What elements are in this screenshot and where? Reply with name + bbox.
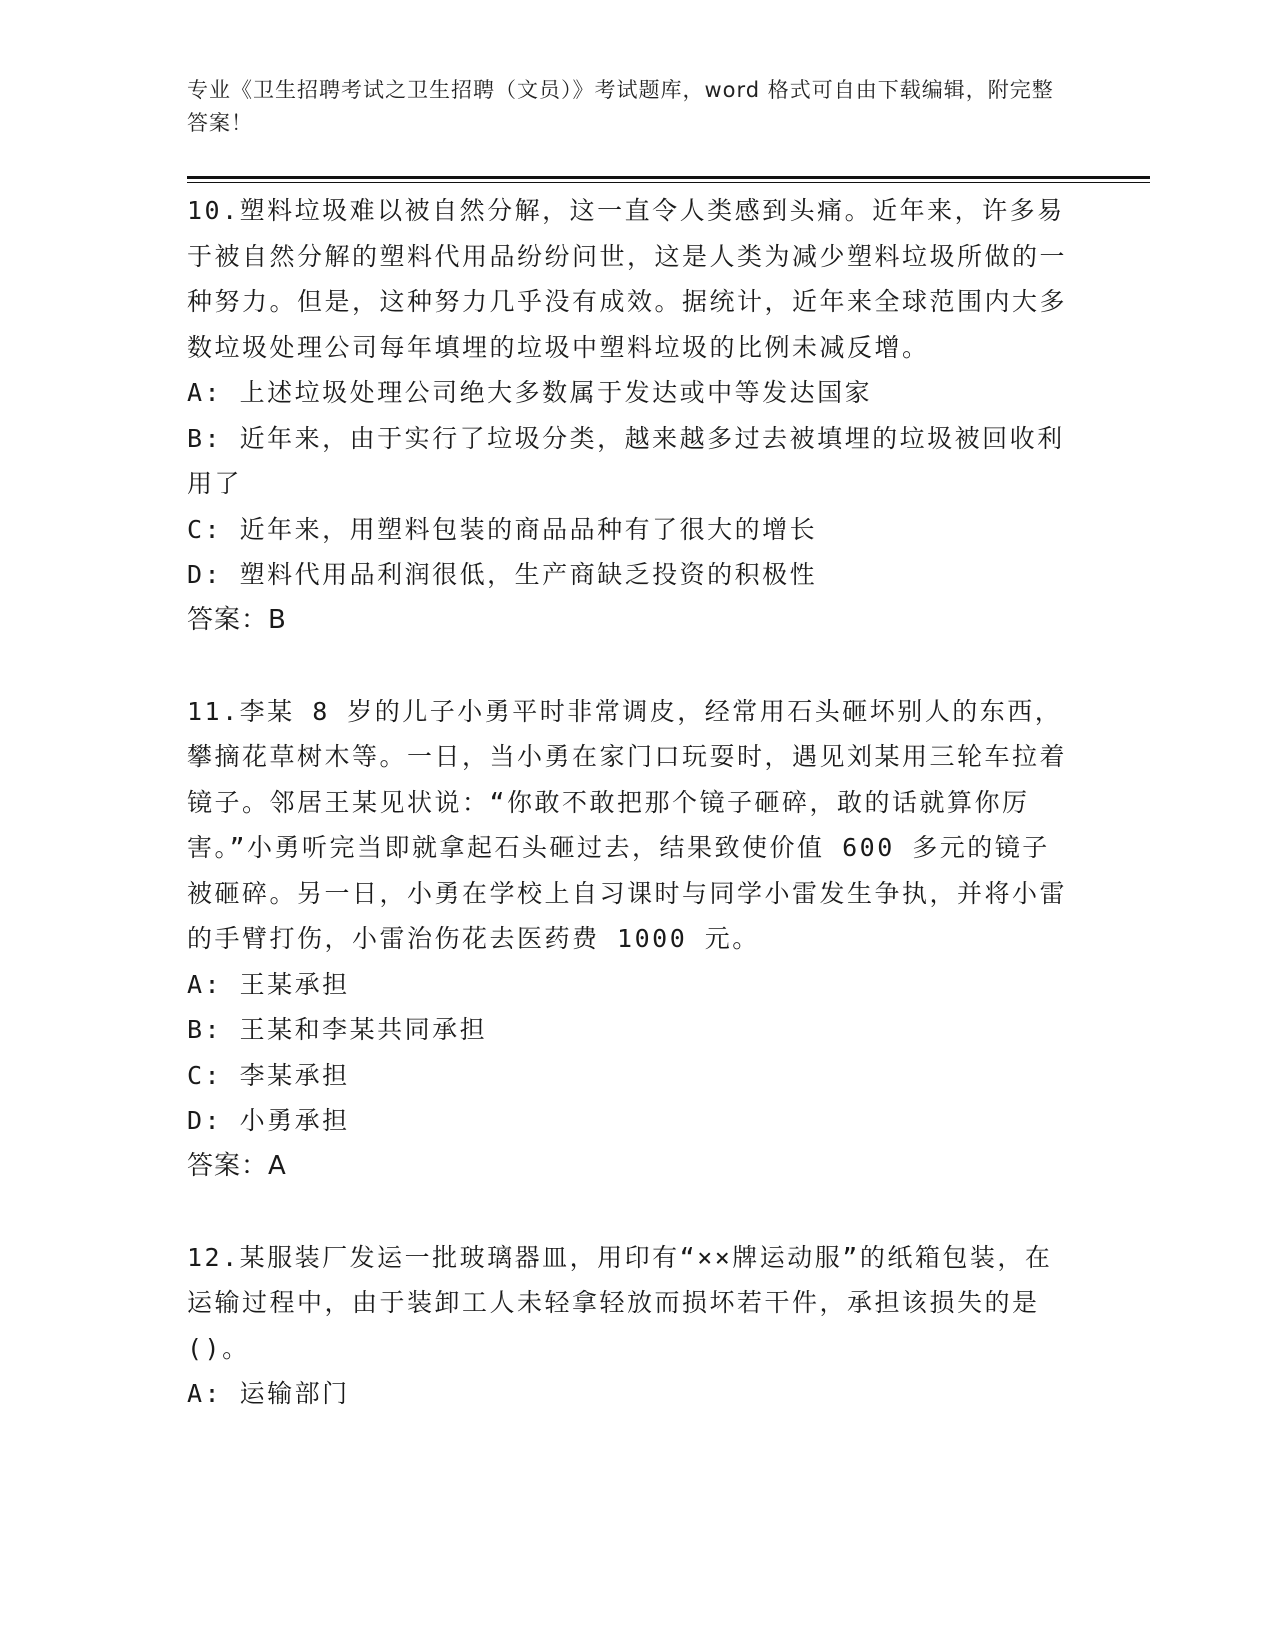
document-header-title: 专业《卫生招聘考试之卫生招聘（文员）》考试题库，word 格式可自由下载编辑，附完整答案！: [187, 78, 1054, 135]
question-12-option-a: A: 运输部门: [187, 1379, 350, 1408]
question-spacer: [187, 1189, 1067, 1235]
question-10-option-d: D: 塑料代用品利润很低，生产商缺乏投资的积极性: [187, 560, 818, 589]
question-11: [187, 689, 1067, 1190]
question-10-option-c: C: 近年来，用塑料包装的商品品种有了很大的增长: [187, 514, 818, 544]
question-12: [187, 1235, 1067, 1417]
question-11-answer: 答案：A: [187, 1150, 287, 1181]
question-12-stem: 12.某服装厂发运一批玻璃器皿，用印有“××牌运动服”的纸箱包装，在运输过程中，由于装卸工人未轻拿轻放而损坏若干件，承担该损失的是()。: [187, 1242, 1053, 1363]
question-11-option-d: D: 小勇承担: [187, 1106, 350, 1135]
question-list: [187, 188, 1067, 1417]
question-11-option-a: A: 王某承担: [187, 969, 350, 999]
question-11-stem: 11.李某 8 岁的儿子小勇平时非常调皮，经常用石头砸坏别人的东西，攀摘花草树木等。一日，当小勇在家门口玩耍时，遇见刘某用三轮车拉着镜子。邻居王某见状说：“你敢不敢把那个镜子砸碎，敢的话就算你厉害。”小勇听完当即就拿起石头砸过去，结果致使价值 600 多元的镜子被砸碎。另一日，小勇在学校上自习课时与同学小雷发生争执，并将小雷的手臂打伤，小雷治伤花去医药费 1000 元。: [187, 696, 1068, 953]
header-divider-thick: [187, 176, 1150, 179]
question-10-stem: 10.塑料垃圾难以被自然分解，这一直令人类感到头痛。近年来，许多易于被自然分解的塑料代用品纷纷问世，这是人类为减少塑料垃圾所做的一种努力。但是，这种努力几乎没有成效。据统计，近年来全球范围内大多数垃圾处理公司每年填埋的垃圾中塑料垃圾的比例未减反增。: [187, 196, 1068, 362]
question-11-option-b: B: 王某和李某共同承担: [187, 1015, 488, 1044]
question-10-answer: 答案：B: [187, 604, 287, 635]
question-10-option-a: A: 上述垃圾处理公司绝大多数属于发达或中等发达国家: [187, 378, 873, 407]
question-10-option-b: B: 近年来，由于实行了垃圾分类，越来越多过去被填埋的垃圾被回收利用了: [187, 423, 1065, 498]
question-10: [187, 188, 1067, 643]
header-divider-thin: [187, 182, 1150, 183]
question-spacer: [187, 643, 1067, 689]
question-11-option-c: C: 李某承担: [187, 1060, 350, 1090]
